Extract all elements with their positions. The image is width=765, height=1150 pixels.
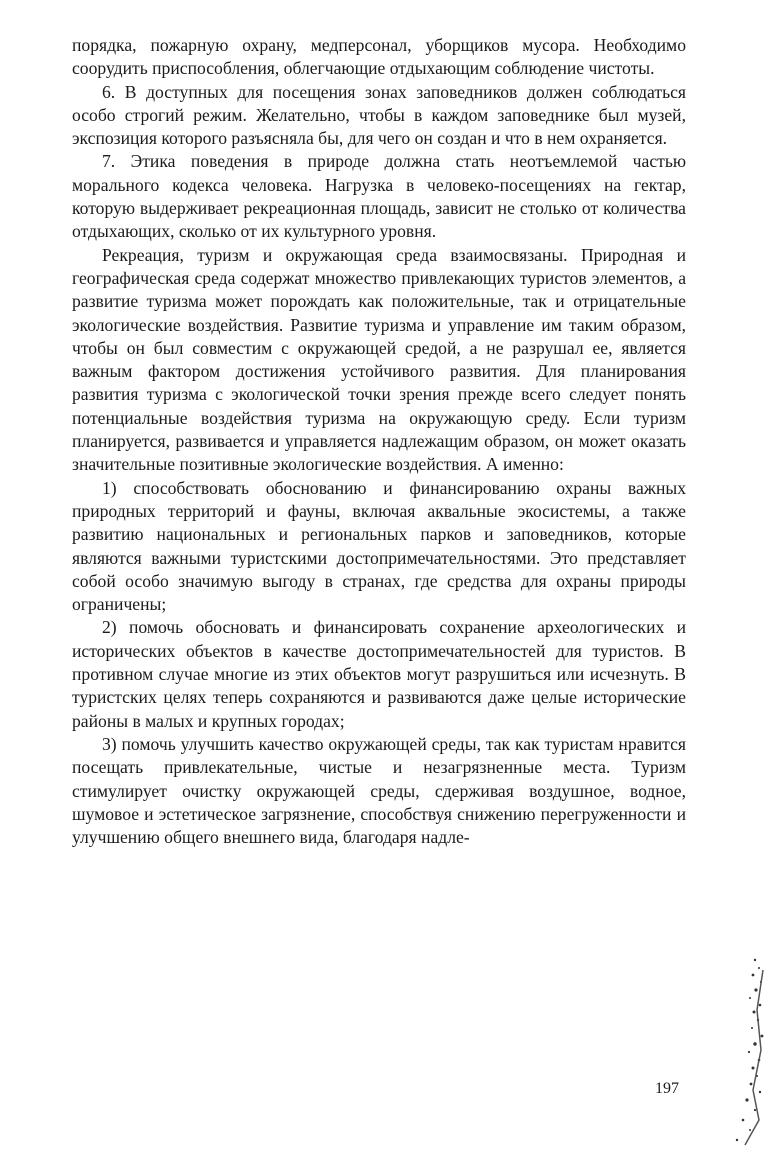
list-item-3: 3) помочь улучшить качество окружающей среды, так как туристам нравится посещать привлекательные, чистые и незагрязненные места. Туризм стимулирует очистку окружающей среды, сдерживая воздушное, водное, шумовое и эстетическое загрязнение, способствуя снижению перегруженности и улучшению общего внешнего вида, благодаря надле- bbox=[72, 733, 686, 848]
page-number: 197 bbox=[655, 1080, 679, 1097]
list-item-1: 1) способствовать обоснованию и финансированию охраны важных природных территорий и фауны, включая аквальные экосистемы, а также развитию национальных и региональных парков и заповедников, которые являются важными туристскими достопримечательностями. Это представляет собой особо значимую выгоду в странах, где средства для охраны природы ограничены; bbox=[72, 477, 686, 615]
paragraph-item-7: 7. Этика поведения в природе должна стать неотъемлемой частью морального кодекса человека. Нагрузка в человеко-посещениях на гектар, которую выдерживает рекреационная площадь, зависит не столько от количества отдыхающих, сколько от их культурного уровня. bbox=[72, 151, 686, 242]
list-item-2: 2) помочь обосновать и финансировать сохранение археологических и исторических объектов в качестве достопримечательностей для туристов. В противном случае многие из этих объектов могут разрушиться или исчезнуть. В туристских целях теперь сохраняются и развиваются даже целые исторические районы в малых и крупных городах; bbox=[72, 617, 686, 731]
paragraph-item-6: 6. В доступных для посещения зонах заповедников должен соблюдаться особо строгий режим. Желательно, чтобы в каждом заповеднике был музей, экспозиция которого разъясняла бы, для чего он создан и что в нем охраняется. bbox=[72, 81, 686, 149]
paragraph-recreation: Рекреация, туризм и окружающая среда взаимосвязаны. Природная и географическая среда содержат множество привлекающих туристов элементов, а развитие туризма может порождать как положительные, так и отрицательные экологические воздействия. Развитие туризма и управление им таким образом, чтобы он был совместим с окружающей средой, а не разрушал ее, является важным фактором достижения устойчивого развития. Для планирования развития туризма с экологической точки зрения прежде всего следует понять потенциальные воздействия туризма на окружающую среду. Если туризм планируется, развивается и управляется надлежащим образом, он может оказать значительные позитивные экологические воздействия. А именно: bbox=[72, 244, 686, 475]
page-body bbox=[72, 34, 686, 849]
paragraph-continuation: порядка, пожарную охрану, медперсонал, уборщиков мусора. Необходимо соорудить приспособления, облегчающие отдыхающим соблюдение чистоты. bbox=[72, 35, 686, 79]
scan-edge-noise bbox=[725, 950, 765, 1150]
